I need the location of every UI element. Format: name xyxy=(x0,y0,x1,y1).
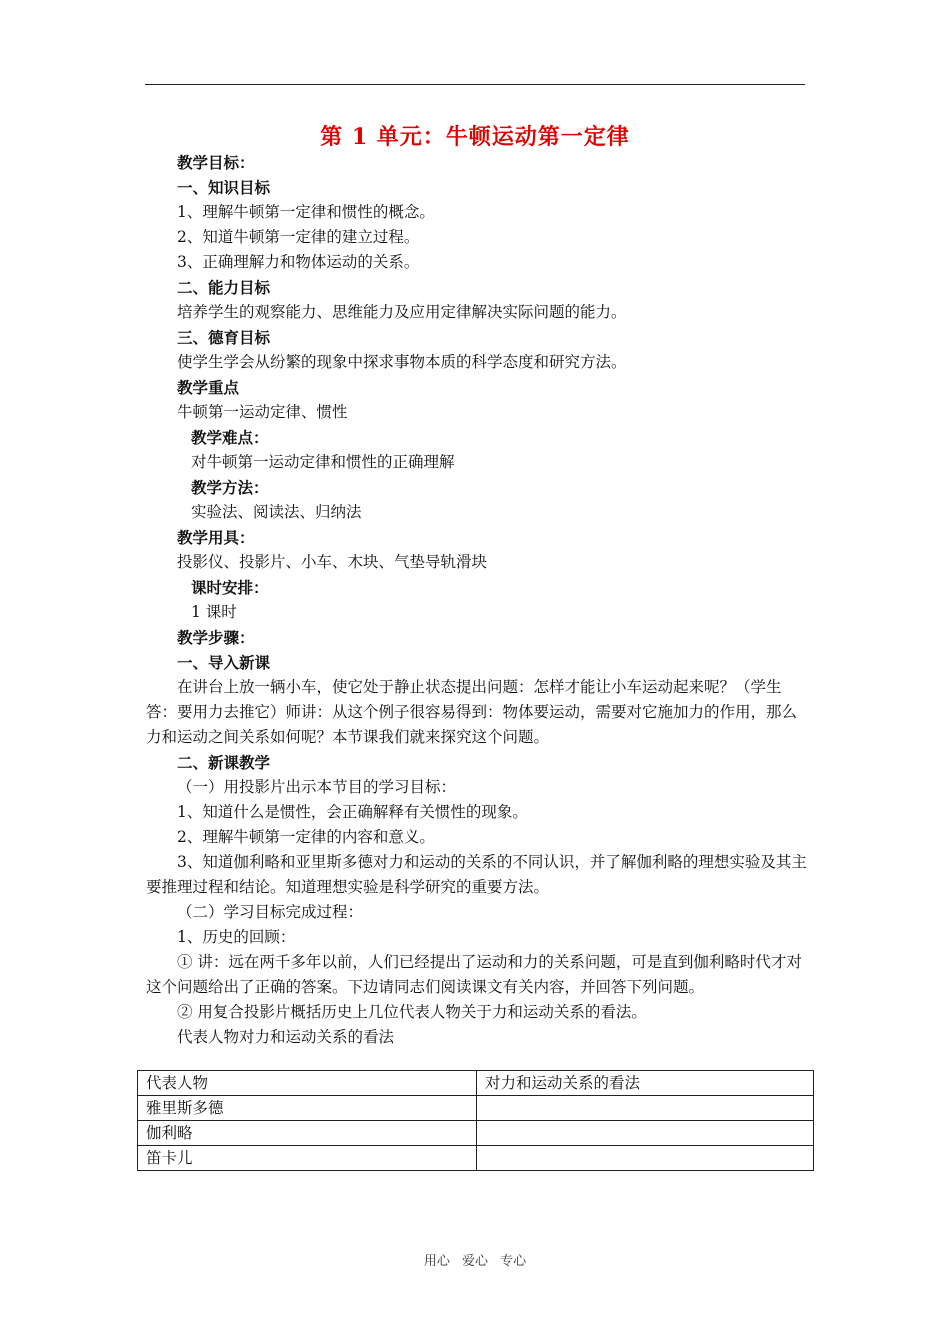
paragraph: 使学生学会从纷繁的现象中探求事物本质的科学态度和研究方法。 xyxy=(177,353,627,371)
paragraph: 牛顿第一运动定律、惯性 xyxy=(177,403,348,421)
table-cell: 笛卡儿 xyxy=(138,1146,477,1171)
paragraph: 对牛顿第一运动定律和惯性的正确理解 xyxy=(191,453,455,471)
table-header-cell: 代表人物 xyxy=(138,1071,477,1096)
heading-knowledge-goals: 一、知识目标 xyxy=(177,178,271,197)
document-body xyxy=(146,150,807,1050)
paragraph: 1 课时 xyxy=(191,603,237,621)
paragraph: （一）用投影片出示本节目的学习目标： xyxy=(177,778,457,796)
table-caption: 代表人物对力和运动关系的看法 xyxy=(177,1028,395,1046)
page-footer: 用心 爱心 专心 xyxy=(423,1254,527,1269)
list-item: 2、理解牛顿第一定律的内容和意义。 xyxy=(177,828,435,846)
table-row xyxy=(138,1096,814,1121)
table-cell: 伽利略 xyxy=(138,1121,477,1146)
heading-steps: 教学步骤： xyxy=(177,628,255,647)
table-cell xyxy=(477,1121,814,1146)
table-cell: 雅里斯多德 xyxy=(138,1096,477,1121)
heading-moral-goals: 三、德育目标 xyxy=(177,328,271,347)
heading-schedule: 课时安排： xyxy=(191,578,269,597)
table-cell xyxy=(477,1146,814,1171)
heading-tools: 教学用具： xyxy=(177,528,255,547)
page-title: 第 1 单元：牛顿运动第一定律 xyxy=(320,124,630,150)
paragraph: 实验法、阅读法、归纳法 xyxy=(191,503,362,521)
table-header-cell: 对力和运动关系的看法 xyxy=(477,1071,814,1096)
table-header-row xyxy=(138,1071,814,1096)
list-item: 2、知道牛顿第一定律的建立过程。 xyxy=(177,228,420,246)
heading-key-points: 教学重点 xyxy=(177,378,240,397)
paragraph: ① 讲：远在两千多年以前，人们已经提出了运动和力的关系问题，可是直到伽利略时代才对这个问题给出了正确的答案。下边请同志们阅读课文有关内容，并回答下列问题。 xyxy=(146,953,802,996)
views-table xyxy=(137,1070,814,1171)
heading-methods: 教学方法： xyxy=(191,478,269,497)
paragraph: ② 用复合投影片概括历史上几位代表人物关于力和运动关系的看法。 xyxy=(177,1003,647,1021)
heading-intro: 一、导入新课 xyxy=(177,653,271,672)
heading-teaching-goals: 教学目标： xyxy=(177,153,255,172)
paragraph: 投影仪、投影片、小车、木块、气垫导轨滑块 xyxy=(177,553,488,571)
list-item: 1、知道什么是惯性，会正确解释有关惯性的现象。 xyxy=(177,803,528,821)
heading-new-lesson: 二、新课教学 xyxy=(177,753,271,772)
header-rule xyxy=(145,84,805,85)
heading-difficulties: 教学难点： xyxy=(191,428,269,447)
list-item: 1、理解牛顿第一定律和惯性的概念。 xyxy=(177,203,435,221)
paragraph: 培养学生的观察能力、思维能力及应用定律解决实际问题的能力。 xyxy=(177,303,627,321)
table-cell xyxy=(477,1096,814,1121)
list-item: 1、历史的回顾： xyxy=(177,928,296,946)
list-item: 3、知道伽利略和亚里斯多德对力和运动的关系的不同认识，并了解伽利略的理想实验及其主要推理过程和结论。知道理想实验是科学研究的重要方法。 xyxy=(146,853,807,896)
heading-ability-goals: 二、能力目标 xyxy=(177,278,271,297)
table-row xyxy=(138,1121,814,1146)
list-item: 3、正确理解力和物体运动的关系。 xyxy=(177,253,420,271)
paragraph: （二）学习目标完成过程： xyxy=(177,903,364,921)
paragraph: 在讲台上放一辆小车，使它处于静止状态提出问题：怎样才能让小车运动起来呢？（学生答：要用力去推它）师讲：从这个例子很容易得到：物体要运动，需要对它施加力的作用，那么力和运动之间关系如何呢？本节课我们就来探究这个问题。 xyxy=(146,678,798,746)
table-row xyxy=(138,1146,814,1171)
